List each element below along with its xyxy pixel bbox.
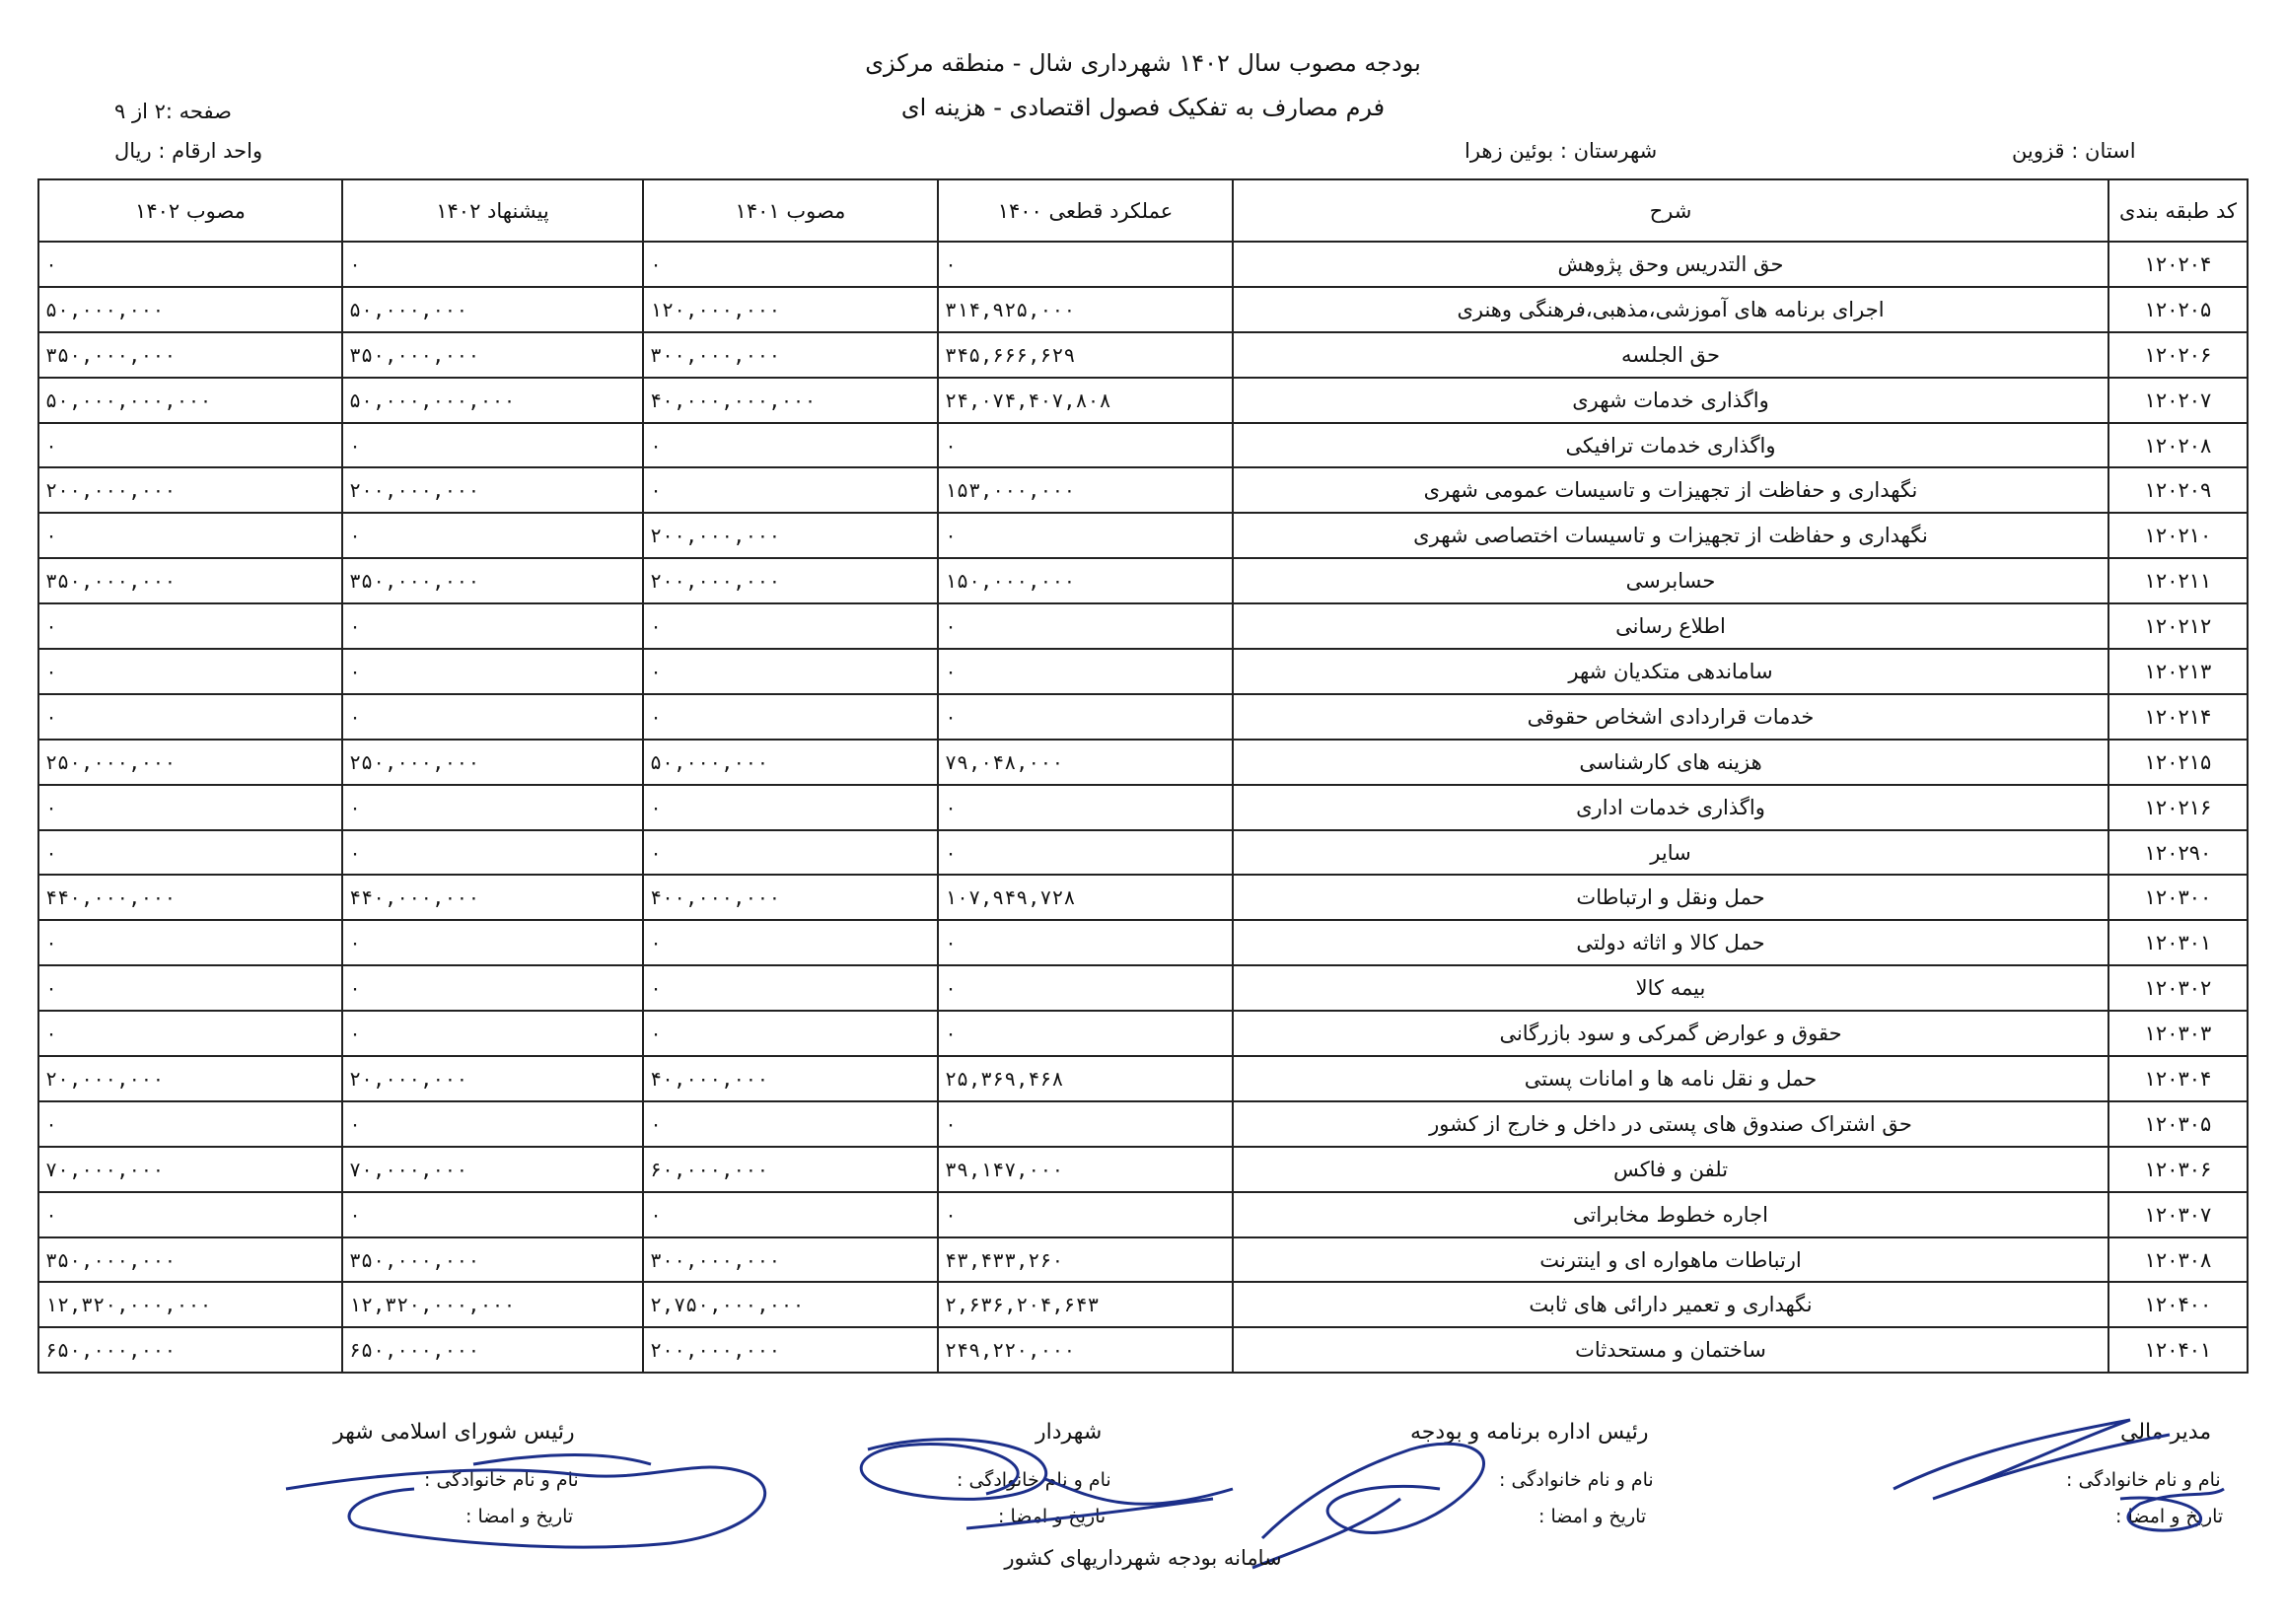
cell-actual-1400: ۳۹,۱۴۷,۰۰۰ bbox=[938, 1147, 1233, 1192]
cell-approved-1401: ۰ bbox=[643, 242, 938, 287]
cell-proposed-1402: ۰ bbox=[342, 1101, 643, 1147]
cell-proposed-1402: ۵۰,۰۰۰,۰۰۰ bbox=[342, 287, 643, 332]
cell-approved-1401: ۰ bbox=[643, 1101, 938, 1147]
cell-actual-1400: ۰ bbox=[938, 785, 1233, 830]
cell-actual-1400: ۰ bbox=[938, 920, 1233, 965]
table-row bbox=[38, 1011, 2248, 1056]
table-row bbox=[38, 740, 2248, 785]
table-row bbox=[38, 1327, 2248, 1373]
cell-code: ۱۲۰۲۱۱ bbox=[2108, 558, 2248, 603]
cell-description: سایر bbox=[1233, 830, 2108, 876]
cell-approved-1402: ۰ bbox=[38, 965, 342, 1011]
cell-approved-1401: ۲۰۰,۰۰۰,۰۰۰ bbox=[643, 1327, 938, 1373]
table-row bbox=[38, 332, 2248, 378]
cell-code: ۱۲۰۳۰۸ bbox=[2108, 1237, 2248, 1283]
document-title: بودجه مصوب سال ۱۴۰۲ شهرداری شال - منطقه مرکزی bbox=[865, 49, 1421, 77]
table-row bbox=[38, 558, 2248, 603]
cell-approved-1401: ۱۲۰,۰۰۰,۰۰۰ bbox=[643, 287, 938, 332]
cell-proposed-1402: ۳۵۰,۰۰۰,۰۰۰ bbox=[342, 558, 643, 603]
cell-approved-1402: ۰ bbox=[38, 649, 342, 694]
cell-description: اجرای برنامه های آموزشی،مذهبی،فرهنگی وهنری bbox=[1233, 287, 2108, 332]
cell-code: ۱۲۰۲۰۴ bbox=[2108, 242, 2248, 287]
cell-approved-1401: ۰ bbox=[643, 649, 938, 694]
cell-approved-1401: ۴۰,۰۰۰,۰۰۰ bbox=[643, 1056, 938, 1101]
mayor-date-label: تاریخ و امضا : bbox=[998, 1506, 1107, 1527]
table-row bbox=[38, 1237, 2248, 1283]
cell-approved-1402: ۰ bbox=[38, 242, 342, 287]
cell-approved-1402: ۱۲,۳۲۰,۰۰۰,۰۰۰ bbox=[38, 1282, 342, 1327]
cell-actual-1400: ۱۵۳,۰۰۰,۰۰۰ bbox=[938, 467, 1233, 513]
cell-approved-1402: ۰ bbox=[38, 830, 342, 876]
cell-approved-1402: ۷۰,۰۰۰,۰۰۰ bbox=[38, 1147, 342, 1192]
cell-approved-1402: ۶۵۰,۰۰۰,۰۰۰ bbox=[38, 1327, 342, 1373]
cell-code: ۱۲۰۲۱۵ bbox=[2108, 740, 2248, 785]
cell-actual-1400: ۲,۶۳۶,۲۰۴,۶۴۳ bbox=[938, 1282, 1233, 1327]
cell-proposed-1402: ۰ bbox=[342, 920, 643, 965]
cell-proposed-1402: ۰ bbox=[342, 603, 643, 649]
cell-description: ساختمان و مستحدثات bbox=[1233, 1327, 2108, 1373]
table-row bbox=[38, 242, 2248, 287]
cell-code: ۱۲۰۲۱۴ bbox=[2108, 694, 2248, 740]
cell-description: ارتباطات ماهواره ای و اینترنت bbox=[1233, 1237, 2108, 1283]
cell-description: هزینه های کارشناسی bbox=[1233, 740, 2108, 785]
cell-proposed-1402: ۰ bbox=[342, 513, 643, 558]
cell-code: ۱۲۰۲۱۶ bbox=[2108, 785, 2248, 830]
cell-code: ۱۲۰۲۰۷ bbox=[2108, 378, 2248, 423]
cell-approved-1402: ۵۰,۰۰۰,۰۰۰,۰۰۰ bbox=[38, 378, 342, 423]
cell-description: حق اشتراک صندوق های پستی در داخل و خارج از کشور bbox=[1233, 1101, 2108, 1147]
finance-manager-name-label: نام و نام خانوادگی : bbox=[2066, 1469, 2221, 1491]
cell-approved-1402: ۰ bbox=[38, 920, 342, 965]
cell-approved-1401: ۶۰,۰۰۰,۰۰۰ bbox=[643, 1147, 938, 1192]
cell-actual-1400: ۷۹,۰۴۸,۰۰۰ bbox=[938, 740, 1233, 785]
cell-code: ۱۲۰۴۰۰ bbox=[2108, 1282, 2248, 1327]
cell-description: اجاره خطوط مخابراتی bbox=[1233, 1192, 2108, 1237]
cell-proposed-1402: ۶۵۰,۰۰۰,۰۰۰ bbox=[342, 1327, 643, 1373]
cell-code: ۱۲۰۲۹۰ bbox=[2108, 830, 2248, 876]
council-head-name-label: نام و نام خانوادگی : bbox=[424, 1469, 579, 1491]
cell-actual-1400: ۰ bbox=[938, 242, 1233, 287]
cell-code: ۱۲۰۲۰۵ bbox=[2108, 287, 2248, 332]
budget-head-date-label: تاریخ و امضا : bbox=[1538, 1506, 1647, 1527]
cell-code: ۱۲۰۳۰۷ bbox=[2108, 1192, 2248, 1237]
cell-code: ۱۲۰۲۰۸ bbox=[2108, 423, 2248, 468]
cell-approved-1402: ۰ bbox=[38, 603, 342, 649]
cell-actual-1400: ۰ bbox=[938, 649, 1233, 694]
table-row bbox=[38, 785, 2248, 830]
cell-code: ۱۲۰۳۰۴ bbox=[2108, 1056, 2248, 1101]
cell-approved-1402: ۰ bbox=[38, 1101, 342, 1147]
cell-approved-1401: ۴۰,۰۰۰,۰۰۰,۰۰۰ bbox=[643, 378, 938, 423]
cell-actual-1400: ۰ bbox=[938, 423, 1233, 468]
cell-proposed-1402: ۲۵۰,۰۰۰,۰۰۰ bbox=[342, 740, 643, 785]
cell-proposed-1402: ۰ bbox=[342, 649, 643, 694]
cell-description: نگهداری و تعمیر دارائی های ثابت bbox=[1233, 1282, 2108, 1327]
column-header-description: شرح bbox=[1233, 179, 2108, 242]
table-row bbox=[38, 378, 2248, 423]
cell-actual-1400: ۴۳,۴۳۳,۲۶۰ bbox=[938, 1237, 1233, 1283]
cell-description: نگهداری و حفاظت از تجهیزات و تاسیسات اختصاصی شهری bbox=[1233, 513, 2108, 558]
cell-proposed-1402: ۰ bbox=[342, 1011, 643, 1056]
cell-actual-1400: ۳۱۴,۹۲۵,۰۰۰ bbox=[938, 287, 1233, 332]
column-header-actual-1400: عملکرد قطعی ۱۴۰۰ bbox=[938, 179, 1233, 242]
cell-description: واگذاری خدمات شهری bbox=[1233, 378, 2108, 423]
handwritten-signature-council bbox=[276, 1435, 789, 1563]
cell-approved-1402: ۳۵۰,۰۰۰,۰۰۰ bbox=[38, 558, 342, 603]
province-label: استان : قزوین bbox=[2012, 139, 2136, 163]
cell-approved-1401: ۰ bbox=[643, 1192, 938, 1237]
cell-actual-1400: ۰ bbox=[938, 603, 1233, 649]
cell-proposed-1402: ۰ bbox=[342, 1192, 643, 1237]
cell-approved-1401: ۰ bbox=[643, 467, 938, 513]
cell-approved-1402: ۰ bbox=[38, 423, 342, 468]
council-head-title: رئیس شورای اسلامی شهر bbox=[333, 1420, 575, 1445]
cell-proposed-1402: ۰ bbox=[342, 242, 643, 287]
cell-approved-1402: ۴۴۰,۰۰۰,۰۰۰ bbox=[38, 875, 342, 920]
cell-approved-1402: ۰ bbox=[38, 694, 342, 740]
table-row bbox=[38, 423, 2248, 468]
column-header-approved-1401: مصوب ۱۴۰۱ bbox=[643, 179, 938, 242]
table-row bbox=[38, 1101, 2248, 1147]
cell-code: ۱۲۰۳۰۶ bbox=[2108, 1147, 2248, 1192]
cell-description: حمل و نقل نامه ها و امانات پستی bbox=[1233, 1056, 2108, 1101]
finance-manager-date-label: تاریخ و امضا : bbox=[2115, 1506, 2224, 1527]
cell-description: نگهداری و حفاظت از تجهیزات و تاسیسات عمومی شهری bbox=[1233, 467, 2108, 513]
cell-actual-1400: ۰ bbox=[938, 1192, 1233, 1237]
cell-actual-1400: ۲۴,۰۷۴,۴۰۷,۸۰۸ bbox=[938, 378, 1233, 423]
cell-code: ۱۲۰۲۰۶ bbox=[2108, 332, 2248, 378]
column-header-approved-1402: مصوب ۱۴۰۲ bbox=[38, 179, 342, 242]
budget-table bbox=[37, 178, 2249, 1374]
cell-code: ۱۲۰۳۰۳ bbox=[2108, 1011, 2248, 1056]
cell-approved-1401: ۰ bbox=[643, 920, 938, 965]
cell-approved-1402: ۰ bbox=[38, 1011, 342, 1056]
cell-description: اطلاع رسانی bbox=[1233, 603, 2108, 649]
cell-approved-1401: ۲۰۰,۰۰۰,۰۰۰ bbox=[643, 558, 938, 603]
cell-description: حمل کالا و اثاثه دولتی bbox=[1233, 920, 2108, 965]
budget-head-name-label: نام و نام خانوادگی : bbox=[1499, 1469, 1654, 1491]
cell-proposed-1402: ۲۰,۰۰۰,۰۰۰ bbox=[342, 1056, 643, 1101]
cell-actual-1400: ۰ bbox=[938, 1011, 1233, 1056]
cell-description: حمل ونقل و ارتباطات bbox=[1233, 875, 2108, 920]
cell-actual-1400: ۰ bbox=[938, 513, 1233, 558]
cell-approved-1401: ۵۰,۰۰۰,۰۰۰ bbox=[643, 740, 938, 785]
cell-code: ۱۲۰۲۰۹ bbox=[2108, 467, 2248, 513]
cell-description: واگذاری خدمات اداری bbox=[1233, 785, 2108, 830]
cell-approved-1402: ۰ bbox=[38, 513, 342, 558]
cell-actual-1400: ۲۴۹,۲۲۰,۰۰۰ bbox=[938, 1327, 1233, 1373]
page-number: صفحه :۲ از ۹ bbox=[114, 100, 232, 123]
cell-actual-1400: ۲۵,۳۶۹,۴۶۸ bbox=[938, 1056, 1233, 1101]
cell-approved-1401: ۳۰۰,۰۰۰,۰۰۰ bbox=[643, 1237, 938, 1283]
cell-proposed-1402: ۰ bbox=[342, 694, 643, 740]
cell-actual-1400: ۱۰۷,۹۴۹,۷۲۸ bbox=[938, 875, 1233, 920]
cell-approved-1402: ۰ bbox=[38, 1192, 342, 1237]
table-row bbox=[38, 830, 2248, 876]
cell-description: حقوق و عوارض گمرکی و سود بازرگانی bbox=[1233, 1011, 2108, 1056]
cell-approved-1401: ۰ bbox=[643, 1011, 938, 1056]
cell-code: ۱۲۰۲۱۳ bbox=[2108, 649, 2248, 694]
budget-head-title: رئیس اداره برنامه و بودجه bbox=[1410, 1420, 1649, 1445]
table-row bbox=[38, 1056, 2248, 1101]
cell-proposed-1402: ۵۰,۰۰۰,۰۰۰,۰۰۰ bbox=[342, 378, 643, 423]
cell-actual-1400: ۰ bbox=[938, 1101, 1233, 1147]
cell-approved-1401: ۰ bbox=[643, 830, 938, 876]
cell-code: ۱۲۰۲۱۲ bbox=[2108, 603, 2248, 649]
cell-approved-1402: ۳۵۰,۰۰۰,۰۰۰ bbox=[38, 1237, 342, 1283]
table-row bbox=[38, 287, 2248, 332]
table-header-row bbox=[38, 179, 2248, 242]
table-row bbox=[38, 965, 2248, 1011]
cell-code: ۱۲۰۳۰۰ bbox=[2108, 875, 2248, 920]
cell-description: حسابرسی bbox=[1233, 558, 2108, 603]
table-row bbox=[38, 694, 2248, 740]
cell-approved-1402: ۳۵۰,۰۰۰,۰۰۰ bbox=[38, 332, 342, 378]
cell-approved-1402: ۲۰۰,۰۰۰,۰۰۰ bbox=[38, 467, 342, 513]
system-footer: سامانه بودجه شهرداریهای کشور bbox=[1004, 1546, 1282, 1570]
cell-code: ۱۲۰۳۰۱ bbox=[2108, 920, 2248, 965]
mayor-name-label: نام و نام خانوادگی : bbox=[957, 1469, 1111, 1491]
cell-approved-1402: ۵۰,۰۰۰,۰۰۰ bbox=[38, 287, 342, 332]
cell-approved-1402: ۲۵۰,۰۰۰,۰۰۰ bbox=[38, 740, 342, 785]
cell-actual-1400: ۰ bbox=[938, 965, 1233, 1011]
cell-approved-1402: ۰ bbox=[38, 785, 342, 830]
cell-actual-1400: ۰ bbox=[938, 830, 1233, 876]
cell-proposed-1402: ۰ bbox=[342, 785, 643, 830]
city-label: شهرستان : بوئین زهرا bbox=[1464, 139, 1658, 163]
cell-proposed-1402: ۰ bbox=[342, 830, 643, 876]
column-header-proposed-1402: پیشنهاد ۱۴۰۲ bbox=[342, 179, 643, 242]
cell-approved-1402: ۲۰,۰۰۰,۰۰۰ bbox=[38, 1056, 342, 1101]
mayor-title: شهردار bbox=[1036, 1420, 1103, 1445]
table-row bbox=[38, 1282, 2248, 1327]
table-row bbox=[38, 467, 2248, 513]
table-row bbox=[38, 649, 2248, 694]
cell-proposed-1402: ۰ bbox=[342, 423, 643, 468]
cell-proposed-1402: ۲۰۰,۰۰۰,۰۰۰ bbox=[342, 467, 643, 513]
table-row bbox=[38, 875, 2248, 920]
cell-actual-1400: ۱۵۰,۰۰۰,۰۰۰ bbox=[938, 558, 1233, 603]
cell-proposed-1402: ۴۴۰,۰۰۰,۰۰۰ bbox=[342, 875, 643, 920]
cell-approved-1401: ۲۰۰,۰۰۰,۰۰۰ bbox=[643, 513, 938, 558]
cell-approved-1401: ۳۰۰,۰۰۰,۰۰۰ bbox=[643, 332, 938, 378]
cell-description: حق التدریس وحق پژوهش bbox=[1233, 242, 2108, 287]
table-row bbox=[38, 1147, 2248, 1192]
cell-description: بیمه کالا bbox=[1233, 965, 2108, 1011]
cell-proposed-1402: ۰ bbox=[342, 965, 643, 1011]
cell-code: ۱۲۰۲۱۰ bbox=[2108, 513, 2248, 558]
column-header-code: کد طبقه بندی bbox=[2108, 179, 2248, 242]
cell-approved-1401: ۰ bbox=[643, 785, 938, 830]
cell-approved-1401: ۲,۷۵۰,۰۰۰,۰۰۰ bbox=[643, 1282, 938, 1327]
cell-approved-1401: ۰ bbox=[643, 694, 938, 740]
cell-proposed-1402: ۱۲,۳۲۰,۰۰۰,۰۰۰ bbox=[342, 1282, 643, 1327]
cell-actual-1400: ۰ bbox=[938, 694, 1233, 740]
table-row bbox=[38, 920, 2248, 965]
cell-code: ۱۲۰۳۰۵ bbox=[2108, 1101, 2248, 1147]
cell-proposed-1402: ۳۵۰,۰۰۰,۰۰۰ bbox=[342, 1237, 643, 1283]
cell-approved-1401: ۴۰۰,۰۰۰,۰۰۰ bbox=[643, 875, 938, 920]
table-row bbox=[38, 1192, 2248, 1237]
cell-code: ۱۲۰۳۰۲ bbox=[2108, 965, 2248, 1011]
cell-description: تلفن و فاکس bbox=[1233, 1147, 2108, 1192]
cell-approved-1401: ۰ bbox=[643, 965, 938, 1011]
document-subtitle: فرم مصارف به تفکیک فصول اقتصادی - هزینه ای bbox=[900, 94, 1386, 121]
cell-proposed-1402: ۷۰,۰۰۰,۰۰۰ bbox=[342, 1147, 643, 1192]
council-head-date-label: تاریخ و امضا : bbox=[465, 1506, 574, 1527]
cell-proposed-1402: ۳۵۰,۰۰۰,۰۰۰ bbox=[342, 332, 643, 378]
table-body bbox=[38, 242, 2248, 1373]
cell-description: واگذاری خدمات ترافیکی bbox=[1233, 423, 2108, 468]
cell-approved-1401: ۰ bbox=[643, 603, 938, 649]
finance-manager-title: مدیر مالی bbox=[2120, 1420, 2212, 1445]
table-row bbox=[38, 603, 2248, 649]
cell-description: ساماندهی متکدیان شهر bbox=[1233, 649, 2108, 694]
cell-code: ۱۲۰۴۰۱ bbox=[2108, 1327, 2248, 1373]
unit-label: واحد ارقام : ریال bbox=[114, 139, 263, 163]
cell-actual-1400: ۳۴۵,۶۶۶,۶۲۹ bbox=[938, 332, 1233, 378]
cell-description: حق الجلسه bbox=[1233, 332, 2108, 378]
cell-description: خدمات قراردادی اشخاص حقوقی bbox=[1233, 694, 2108, 740]
cell-approved-1401: ۰ bbox=[643, 423, 938, 468]
table-row bbox=[38, 513, 2248, 558]
